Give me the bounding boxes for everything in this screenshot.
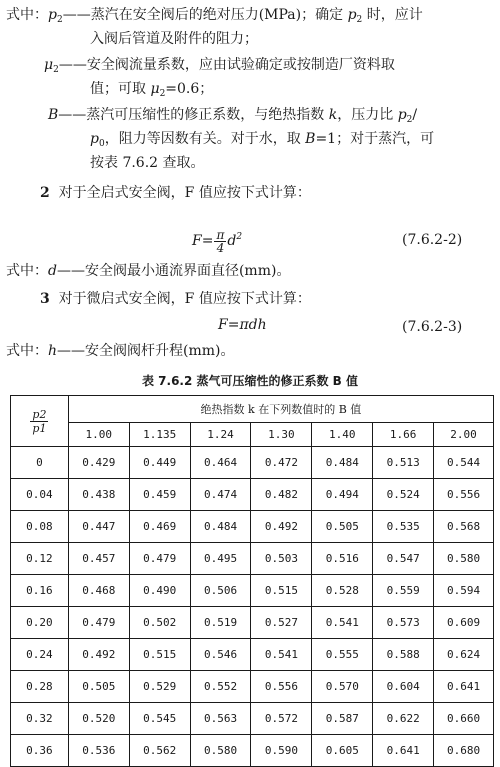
k-value-header: 1.00 — [68, 423, 129, 447]
b-value-cell: 0.605 — [312, 735, 373, 767]
table-row — [11, 703, 494, 735]
b-value-cell: 0.680 — [434, 735, 494, 767]
b-value-cell: 0.459 — [129, 479, 190, 511]
subscript-2: 2 — [356, 15, 363, 25]
b-value-cell: 0.506 — [190, 575, 251, 607]
b-value-cell: 0.516 — [312, 543, 373, 575]
item-text: 对于微启式安全阀，F 值应按下式计算： — [58, 291, 311, 307]
b-value-cell: 0.570 — [312, 671, 373, 703]
b-value-cell: 0.492 — [68, 639, 129, 671]
b-value-cell: 0.660 — [434, 703, 494, 735]
b-value-cell: 0.544 — [434, 447, 494, 479]
definition-B — [48, 106, 417, 129]
b-value-cell: 0.587 — [312, 703, 373, 735]
b-value-cell: 0.495 — [190, 543, 251, 575]
subscript-0: 0 — [98, 139, 105, 149]
table-row — [11, 479, 494, 511]
table-body — [11, 447, 494, 767]
b-value-cell: 0.556 — [434, 479, 494, 511]
b-value-cell: 0.552 — [190, 671, 251, 703]
b-value-cell: 0.515 — [129, 639, 190, 671]
equation-number-1: (7.6.2-2) — [402, 232, 463, 248]
b-value-cell: 0.572 — [251, 703, 312, 735]
subscript-2: 2 — [56, 15, 63, 25]
b-value-cell: 0.536 — [68, 735, 129, 767]
b-value-cell: 0.588 — [373, 639, 434, 671]
b-value-cell: 0.535 — [373, 511, 434, 543]
symbol-k: k — [328, 107, 338, 123]
b-value-cell: 0.492 — [251, 511, 312, 543]
k-value-header: 1.135 — [129, 423, 190, 447]
table-row — [11, 607, 494, 639]
b-value-cell: 0.529 — [129, 671, 190, 703]
definition-text: ——安全阀阀杆升程(mm)。 — [57, 343, 235, 359]
k-value-header: 1.30 — [251, 423, 312, 447]
definition-text: 时，应计 — [362, 7, 423, 23]
shizhong-label: 式中： — [6, 343, 48, 359]
k-value-header: 1.66 — [373, 423, 434, 447]
b-value-cell: 0.472 — [251, 447, 312, 479]
equation-7-6-2-2 — [192, 228, 242, 254]
b-value-cell: 0.484 — [312, 447, 373, 479]
subscript-2: 2 — [53, 65, 59, 75]
b-value-cell: 0.559 — [373, 575, 434, 607]
definition-mu2-cont — [90, 80, 213, 103]
b-value-cell: 0.555 — [312, 639, 373, 671]
equation-exponent: 2 — [236, 232, 243, 242]
b-value-cell: 0.573 — [373, 607, 434, 639]
pressure-ratio-cell: 0.16 — [11, 575, 69, 607]
symbol-p: p — [48, 7, 57, 23]
group-header: 绝热指数 k 在下列数值时的 B 值 — [68, 396, 493, 423]
b-value-cell: 0.556 — [251, 671, 312, 703]
b-value-cell: 0.447 — [68, 511, 129, 543]
item-number: 3 — [40, 291, 50, 307]
b-value-cell: 0.484 — [190, 511, 251, 543]
b-value-cell: 0.622 — [373, 703, 434, 735]
equation-variable: d — [227, 233, 237, 249]
pressure-ratio-cell: 0.04 — [11, 479, 69, 511]
b-value-cell: 0.568 — [434, 511, 494, 543]
b-value-cell: 0.513 — [373, 447, 434, 479]
b-value-cell: 0.562 — [129, 735, 190, 767]
fraction-numerator: π — [216, 227, 225, 242]
pressure-ratio-cell: 0.08 — [11, 511, 69, 543]
equation-fraction — [214, 229, 226, 254]
b-value-cell: 0.545 — [129, 703, 190, 735]
pressure-ratio-cell: 0.32 — [11, 703, 69, 735]
definition-text: ，阻力等因数有关。对于水，取 — [104, 131, 306, 147]
b-value-cell: 0.438 — [68, 479, 129, 511]
subscript-2: 2 — [159, 89, 166, 99]
b-value-cell: 0.541 — [251, 639, 312, 671]
definition-text: =0.6； — [165, 81, 214, 97]
pressure-ratio-cell: 0.24 — [11, 639, 69, 671]
equation-7-6-2-3: F=πdh — [218, 317, 267, 333]
b-value-cell: 0.505 — [312, 511, 373, 543]
pressure-ratio-cell: 0.20 — [11, 607, 69, 639]
b-value-cell: 0.641 — [373, 735, 434, 767]
b-value-cell: 0.547 — [373, 543, 434, 575]
b-value-cell: 0.479 — [129, 543, 190, 575]
b-value-cell: 0.624 — [434, 639, 494, 671]
definition-text: =1；对于蒸汽，可 — [315, 131, 435, 147]
b-value-cell: 0.609 — [434, 607, 494, 639]
symbol-h: h — [48, 343, 58, 359]
b-value-cell: 0.580 — [434, 543, 494, 575]
b-value-cell: 0.457 — [68, 543, 129, 575]
b-value-cell: 0.479 — [68, 607, 129, 639]
pressure-ratio-cell: 0.12 — [11, 543, 69, 575]
table-row — [11, 735, 494, 767]
table-row — [11, 543, 494, 575]
symbol-mu: μ — [150, 81, 160, 97]
definition-text: ——安全阀流量系数，应由试验确定或按制造厂资料取 — [58, 57, 395, 73]
b-value-cell: 0.594 — [434, 575, 494, 607]
definition-p2-cont: 入阀后管道及附件的阻力； — [90, 31, 258, 47]
definition-text: ，压力比 — [337, 107, 398, 123]
equation-lhs: F= — [192, 233, 214, 249]
b-value-cell: 0.520 — [68, 703, 129, 735]
pressure-ratio-cell: 0 — [11, 447, 69, 479]
b-value-cell: 0.519 — [190, 607, 251, 639]
definition-text: ——蒸汽可压缩性的修正系数，与绝热指数 — [58, 107, 329, 123]
b-value-cell: 0.429 — [68, 447, 129, 479]
definition-text: ——安全阀最小通流界面直径(mm)。 — [56, 263, 291, 279]
b-value-cell: 0.494 — [312, 479, 373, 511]
table-row — [11, 447, 494, 479]
table-row — [11, 575, 494, 607]
b-value-cell: 0.527 — [251, 607, 312, 639]
b-value-cell: 0.604 — [373, 671, 434, 703]
item-text: 对于全启式安全阀，F 值应按下式计算： — [58, 185, 311, 201]
b-value-cell: 0.502 — [129, 607, 190, 639]
symbol-B: B — [48, 107, 59, 123]
shizhong-label: 式中： — [6, 7, 48, 23]
b-value-cell: 0.546 — [190, 639, 251, 671]
b-value-cell: 0.490 — [129, 575, 190, 607]
shizhong-label: 式中： — [6, 263, 48, 279]
b-value-cell: 0.580 — [190, 735, 251, 767]
definition-text: / — [412, 107, 418, 123]
item-2 — [40, 184, 311, 202]
b-value-cell: 0.541 — [312, 607, 373, 639]
pressure-ratio-cell: 0.36 — [11, 735, 69, 767]
subscript-2: 2 — [406, 115, 413, 125]
definition-mu2 — [44, 56, 395, 79]
table-caption: 表 7.6.2 蒸气可压缩性的修正系数 B 值 — [141, 374, 359, 388]
b-value-cell: 0.464 — [190, 447, 251, 479]
item-3 — [40, 290, 311, 308]
b-value-cell: 0.515 — [251, 575, 312, 607]
b-value-cell: 0.524 — [373, 479, 434, 511]
b-value-cell: 0.528 — [312, 575, 373, 607]
definition-B-cont2: 按表 7.6.2 查取。 — [90, 155, 205, 171]
b-value-cell: 0.563 — [190, 703, 251, 735]
b-value-cell: 0.503 — [251, 543, 312, 575]
symbol-mu: μ — [44, 57, 54, 73]
fraction-denominator: 4 — [216, 240, 225, 255]
b-value-cell: 0.468 — [68, 575, 129, 607]
pressure-ratio-cell: 0.28 — [11, 671, 69, 703]
ratio-numerator: p2 — [32, 407, 47, 421]
b-value-cell: 0.590 — [251, 735, 312, 767]
definition-d — [6, 262, 290, 280]
definition-h — [6, 342, 235, 360]
b-value-cell: 0.469 — [129, 511, 190, 543]
table-row — [11, 511, 494, 543]
symbol-p: p — [347, 7, 357, 23]
ratio-header-cell — [11, 396, 69, 447]
b-value-cell: 0.505 — [68, 671, 129, 703]
ratio-denominator: p1 — [32, 421, 47, 435]
k-value-header: 1.24 — [190, 423, 251, 447]
equation-number-2: (7.6.2-3) — [402, 319, 463, 335]
k-values-row — [11, 423, 494, 447]
pressure-ratio-header — [30, 408, 48, 435]
correction-coefficient-table — [10, 395, 494, 767]
table-row — [11, 639, 494, 671]
k-value-header: 2.00 — [434, 423, 494, 447]
definition-B-cont — [90, 130, 434, 153]
symbol-p: p — [90, 131, 99, 147]
table-row — [11, 671, 494, 703]
b-value-cell: 0.474 — [190, 479, 251, 511]
b-value-cell: 0.641 — [434, 671, 494, 703]
symbol-d: d — [48, 263, 57, 279]
item-number: 2 — [40, 185, 50, 201]
k-value-header: 1.40 — [312, 423, 373, 447]
b-value-cell: 0.482 — [251, 479, 312, 511]
b-value-cell: 0.449 — [129, 447, 190, 479]
definition-text: 值；可取 — [90, 81, 151, 97]
definition-p2 — [6, 6, 423, 29]
symbol-B: B — [305, 131, 316, 147]
symbol-p: p — [397, 107, 407, 123]
definition-text: ——蒸汽在安全阀后的绝对压力(MPa)；确定 — [62, 7, 348, 23]
